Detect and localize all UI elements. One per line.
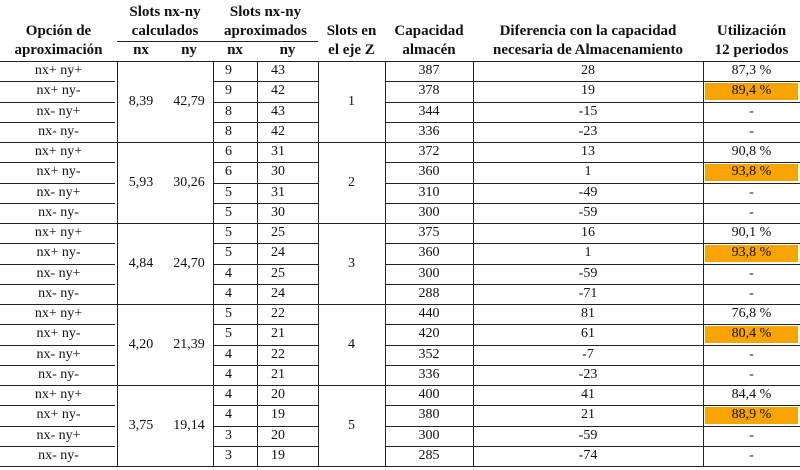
table-cell-util: 80,4 % [731, 326, 772, 341]
table-cell-opcion: nx- ny- [38, 124, 79, 139]
table-cell-cap: 288 [418, 286, 440, 301]
table-cell-dif: 13 [581, 144, 595, 159]
table-cell-opcion: nx- ny+ [36, 428, 81, 443]
table-cell-z: 3 [348, 256, 355, 271]
table-cell-opcion: nx+ ny+ [34, 144, 83, 159]
table-cell-ny: 20 [271, 387, 285, 402]
header-calc [117, 3, 213, 41]
header-aprox-line1: Slots nx-ny [229, 4, 302, 20]
table-cell-util: 84,4 % [731, 387, 772, 402]
table-cell-opcion: nx+ ny+ [34, 225, 83, 240]
table-cell-nx: 9 [225, 83, 232, 98]
table-cell-ny: 21 [271, 326, 285, 341]
table-cell-dif: 1 [584, 164, 592, 179]
table-cell-nx: 5 [225, 225, 232, 240]
table-cell-opcion: nx- ny- [38, 448, 79, 463]
table-cell-nx: 5 [225, 306, 232, 321]
table-cell-nx: 8 [225, 104, 232, 119]
table-cell-dif: -59 [578, 205, 598, 220]
column-rule [385, 61, 386, 467]
table-cell-ny: 43 [271, 104, 285, 119]
table-cell-cap: 352 [418, 347, 440, 362]
table-cell-nx: 5 [225, 205, 232, 220]
table-cell-ny: 30 [271, 205, 285, 220]
table-cell-util: 88,9 % [731, 407, 772, 422]
table-cell-nx: 4 [225, 367, 232, 382]
table-cell-nx: 6 [225, 164, 232, 179]
table-cell-ny-calc: 21,39 [173, 337, 205, 352]
table-cell-util: 89,4 % [731, 83, 772, 98]
header-aprox-ny: ny [279, 42, 296, 58]
table-cell-ny: 43 [271, 63, 285, 78]
table-cell-nx-calc: 4,20 [128, 337, 154, 352]
column-rule [213, 61, 214, 467]
table-cell-cap: 400 [418, 387, 440, 402]
table-cell-opcion: nx- ny- [38, 286, 79, 301]
header-opcion [0, 22, 117, 60]
table-cell-dif: -59 [578, 266, 598, 281]
table-cell-util: - [749, 266, 754, 281]
header-rule-calc [117, 41, 213, 42]
table-cell-dif: 1 [584, 245, 592, 260]
table-cell-nx: 4 [225, 407, 232, 422]
header-aprox-nx: nx [227, 42, 243, 58]
table-cell-nx: 5 [225, 245, 232, 260]
table-cell-cap: 310 [418, 185, 440, 200]
header-opcion-line1: Opción de [25, 23, 92, 39]
header-z-line2: el eje Z [328, 42, 375, 58]
header-util [703, 22, 800, 60]
table-cell-opcion: nx+ ny+ [34, 63, 83, 78]
table-cell-nx: 3 [225, 428, 232, 443]
table-cell-ny: 24 [271, 245, 285, 260]
table-cell-opcion: nx+ ny- [36, 245, 81, 260]
column-rule [318, 61, 319, 467]
header-calc-nx: nx [133, 42, 149, 58]
column-rule [117, 61, 118, 467]
table-cell-cap: 300 [418, 205, 440, 220]
table-cell-cap: 336 [418, 367, 440, 382]
table-cell-dif: -74 [578, 448, 598, 463]
table-cell-nx-calc: 3,75 [128, 418, 154, 433]
table-cell-ny: 19 [271, 448, 285, 463]
table-cell-nx-calc: 5,93 [128, 175, 154, 190]
table-cell-opcion: nx+ ny- [36, 164, 81, 179]
table-cell-nx: 5 [225, 326, 232, 341]
header-aprox-line2: aproximados [223, 23, 308, 39]
table-cell-nx: 5 [225, 185, 232, 200]
header-dif-line2: necesaria de Almacenamiento [493, 42, 683, 58]
table-cell-opcion: nx- ny+ [36, 104, 81, 119]
table-cell-z: 2 [348, 175, 355, 190]
table-cell-dif: -49 [578, 185, 598, 200]
table-cell-util: - [749, 124, 754, 139]
table-cell-opcion: nx- ny+ [36, 347, 81, 362]
table-cell-cap: 360 [418, 164, 440, 179]
header-rule-aprox [213, 41, 318, 42]
table-cell-dif: -71 [578, 286, 598, 301]
column-rule [703, 61, 704, 467]
table-cell-cap: 420 [418, 326, 440, 341]
table-cell-ny: 22 [271, 306, 285, 321]
table-cell-ny: 42 [271, 124, 285, 139]
header-cap-line1: Capacidad [394, 23, 464, 39]
table-cell-nx: 4 [225, 286, 232, 301]
table-cell-opcion: nx+ ny- [36, 326, 81, 341]
table-cell-util: 76,8 % [731, 306, 772, 321]
table-cell-opcion: nx+ ny+ [34, 306, 83, 321]
table-cell-cap: 300 [418, 428, 440, 443]
table-cell-util: 90,8 % [731, 144, 772, 159]
table-cell-ny: 21 [271, 367, 285, 382]
header-cap-line2: almacén [402, 42, 456, 58]
table-cell-nx: 3 [225, 448, 232, 463]
table-cell-cap: 336 [418, 124, 440, 139]
table-cell-util: - [749, 185, 754, 200]
table-cell-util: - [749, 448, 754, 463]
table-cell-dif: -59 [578, 428, 598, 443]
table-cell-cap: 372 [418, 144, 440, 159]
table-cell-cap: 300 [418, 266, 440, 281]
table-cell-ny: 25 [271, 225, 285, 240]
table-cell-dif: 61 [581, 326, 595, 341]
header-z [318, 22, 385, 60]
table-cell-opcion: nx+ ny- [36, 407, 81, 422]
table-cell-opcion: nx+ ny+ [34, 387, 83, 402]
header-util-line2: 12 periodos [714, 42, 789, 58]
table-cell-cap: 380 [418, 407, 440, 422]
table-cell-ny-calc: 30,26 [173, 175, 205, 190]
table-cell-util: 93,8 % [731, 164, 772, 179]
header-z-line1: Slots en [326, 23, 377, 39]
table-cell-nx-calc: 8,39 [128, 94, 154, 109]
header-dif [473, 22, 703, 60]
table-cell-nx: 6 [225, 144, 232, 159]
table-cell-cap: 285 [418, 448, 440, 463]
table-cell-ny-calc: 19,14 [173, 418, 205, 433]
table-cell-util: 90,1 % [731, 225, 772, 240]
table-cell-opcion: nx- ny+ [36, 266, 81, 281]
table-cell-dif: 28 [581, 63, 595, 78]
table-cell-util: - [749, 286, 754, 301]
table-cell-util: 87,3 % [731, 63, 772, 78]
table-cell-dif: -15 [578, 104, 598, 119]
table-cell-ny: 20 [271, 428, 285, 443]
table-cell-cap: 387 [418, 63, 440, 78]
table-cell-nx: 9 [225, 63, 232, 78]
table-cell-dif: -23 [578, 124, 598, 139]
table-cell-util: - [749, 428, 754, 443]
header-calc-line2: calculados [131, 23, 199, 39]
table-cell-ny: 42 [271, 83, 285, 98]
table-cell-nx: 8 [225, 124, 232, 139]
header-calc-ny: ny [181, 42, 197, 58]
table-cell-util: - [749, 205, 754, 220]
table-cell-nx: 4 [225, 387, 232, 402]
table-cell-z: 4 [348, 337, 355, 352]
column-rule-aprox-inner [257, 61, 258, 467]
table-cell-opcion: nx- ny- [38, 367, 79, 382]
table-cell-dif: 81 [581, 306, 595, 321]
table-cell-dif: 21 [581, 407, 595, 422]
table-cell-ny-calc: 24,70 [173, 256, 205, 271]
table-cell-dif: -7 [582, 347, 594, 362]
table-cell-nx: 4 [225, 266, 232, 281]
header-opcion-line2: aproximación [14, 42, 103, 58]
table-cell-util: - [749, 367, 754, 382]
table-cell-dif: 41 [581, 387, 595, 402]
table-cell-ny: 30 [271, 164, 285, 179]
header-aprox [213, 3, 318, 41]
table-cell-dif: 16 [581, 225, 595, 240]
table-cell-ny: 19 [271, 407, 285, 422]
table-cell-ny: 31 [271, 144, 285, 159]
table-cell-dif: -23 [578, 367, 598, 382]
table-cell-dif: 19 [581, 83, 595, 98]
table-cell-cap: 378 [418, 83, 440, 98]
table-cell-opcion: nx- ny+ [36, 185, 81, 200]
table-cell-cap: 344 [418, 104, 440, 119]
bottom-rule [0, 466, 800, 467]
table-cell-util: 93,8 % [731, 245, 772, 260]
table-cell-ny: 24 [271, 286, 285, 301]
table-cell-cap: 440 [418, 306, 440, 321]
header-util-line1: Utilización [716, 23, 787, 39]
header-cap [385, 22, 473, 60]
table-cell-util: - [749, 347, 754, 362]
table-cell-ny: 22 [271, 347, 285, 362]
table-cell-cap: 375 [418, 225, 440, 240]
table-cell-ny: 25 [271, 266, 285, 281]
column-rule [473, 61, 474, 467]
table-cell-cap: 360 [418, 245, 440, 260]
table-cell-nx: 4 [225, 347, 232, 362]
table-cell-opcion: nx+ ny- [36, 83, 81, 98]
table-cell-z: 1 [348, 94, 355, 109]
table-cell-nx-calc: 4,84 [128, 256, 154, 271]
header-dif-line1: Diferencia con la capacidad [499, 23, 677, 39]
table-cell-util: - [749, 104, 754, 119]
header-calc-line1: Slots nx-ny [129, 4, 201, 20]
table-cell-opcion: nx- ny- [38, 205, 79, 220]
table-cell-ny-calc: 42,79 [173, 94, 205, 109]
table-cell-ny: 31 [271, 185, 285, 200]
table-cell-z: 5 [348, 418, 355, 433]
